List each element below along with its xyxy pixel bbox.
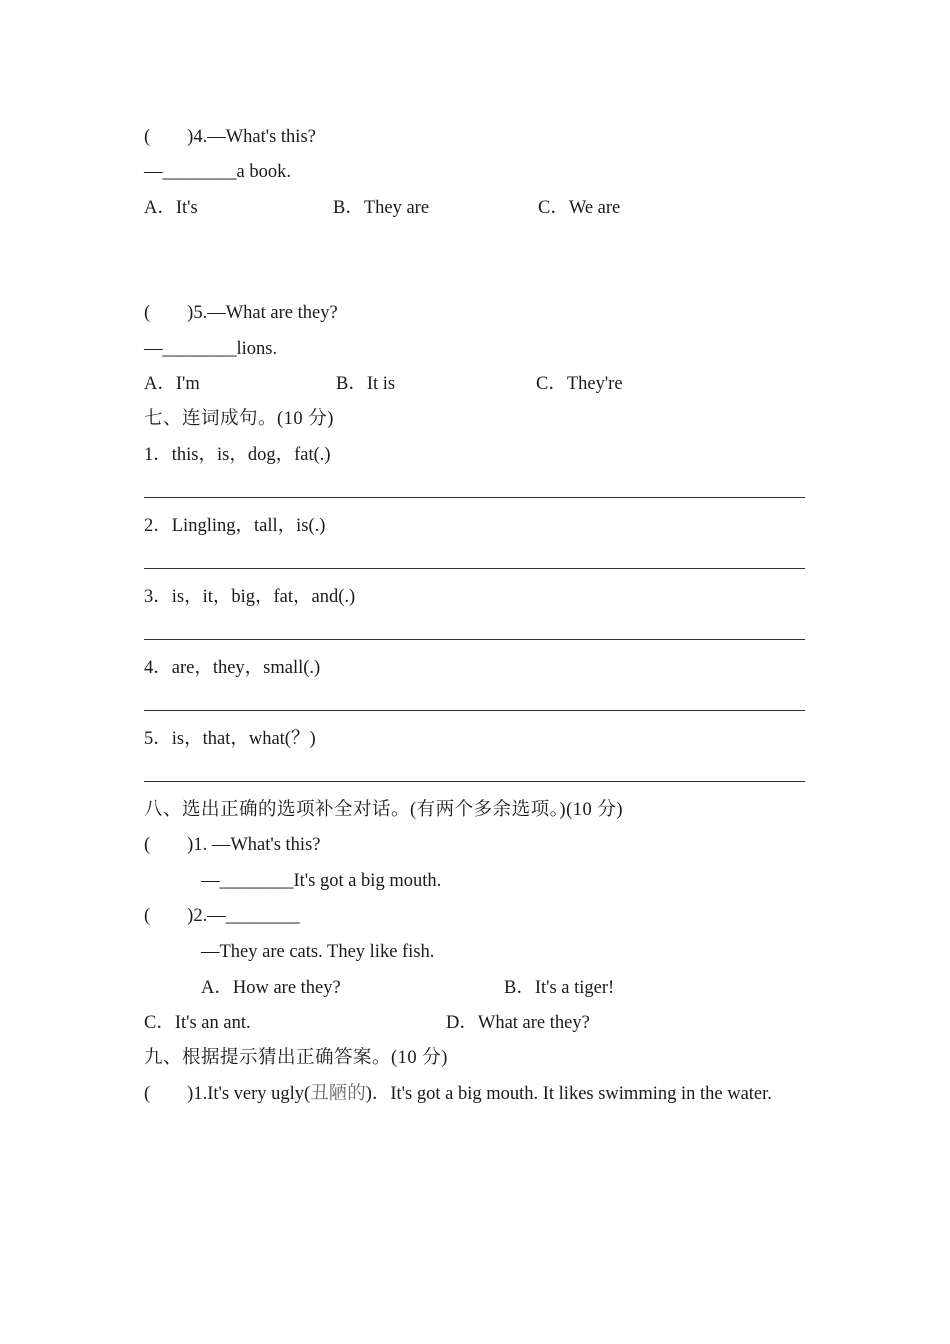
section-7-item-3: 3．is，it，big，fat，and(.)	[144, 587, 356, 607]
chinese-hint: 丑陋的	[310, 1084, 366, 1104]
question-4-stem: ( )4.—What's this?	[144, 127, 316, 147]
section-7-item-2: 2．Lingling，tall，is(.)	[144, 516, 326, 536]
section-9-title: 九、根据提示猜出正确答案。(10 分)	[144, 1048, 448, 1068]
section-8-option-a: A．How are they?	[201, 978, 341, 998]
question-5-option-b: B．It is	[336, 374, 396, 394]
answer-line-2	[144, 568, 805, 569]
section-9-question-1	[144, 1083, 772, 1105]
question-4-option-a: A．It's	[144, 198, 198, 218]
section-7-item-4: 4．are，they，small(.)	[144, 658, 321, 678]
section-8-title: 八、选出正确的选项补全对话。(有两个多余选项。)(10 分)	[144, 800, 624, 820]
section-8-option-b: B．It's a tiger!	[504, 978, 615, 998]
question-4-option-c: C．We are	[538, 198, 621, 218]
section-8-question-2-stem: ( )2.—________	[144, 906, 300, 926]
section-7-item-1: 1．this，is，dog，fat(.)	[144, 445, 331, 465]
answer-line-3	[144, 639, 805, 640]
question-5-blank-line: —________lions.	[144, 339, 278, 359]
question-5-stem: ( )5.—What are they?	[144, 303, 338, 323]
section-8-question-1-answer: —________It's got a big mouth.	[201, 871, 442, 891]
section-7-item-5: 5．is，that，what(？)	[144, 729, 316, 749]
section-7-title: 七、连词成句。(10 分)	[144, 409, 334, 429]
section-8-question-2-answer: —They are cats. They like fish.	[201, 942, 435, 962]
section-8-option-d: D．What are they?	[446, 1013, 590, 1033]
answer-line-1	[144, 497, 805, 498]
section-8-question-1-stem: ( )1. —What's this?	[144, 835, 321, 855]
answer-line-5	[144, 781, 805, 782]
question-4-blank-line: —________a book.	[144, 162, 291, 182]
answer-line-4	[144, 710, 805, 711]
section-9-question-1-end: )．It's got a big mouth. It likes swimming in the water.	[365, 1084, 772, 1104]
section-8-option-c: C．It's an ant.	[144, 1013, 251, 1033]
section-9-question-1-start: ( )1.It's very ugly(	[144, 1084, 311, 1104]
question-5-option-a: A．I'm	[144, 374, 200, 394]
question-5-option-c: C．They're	[536, 374, 623, 394]
question-4-option-b: B．They are	[333, 198, 430, 218]
